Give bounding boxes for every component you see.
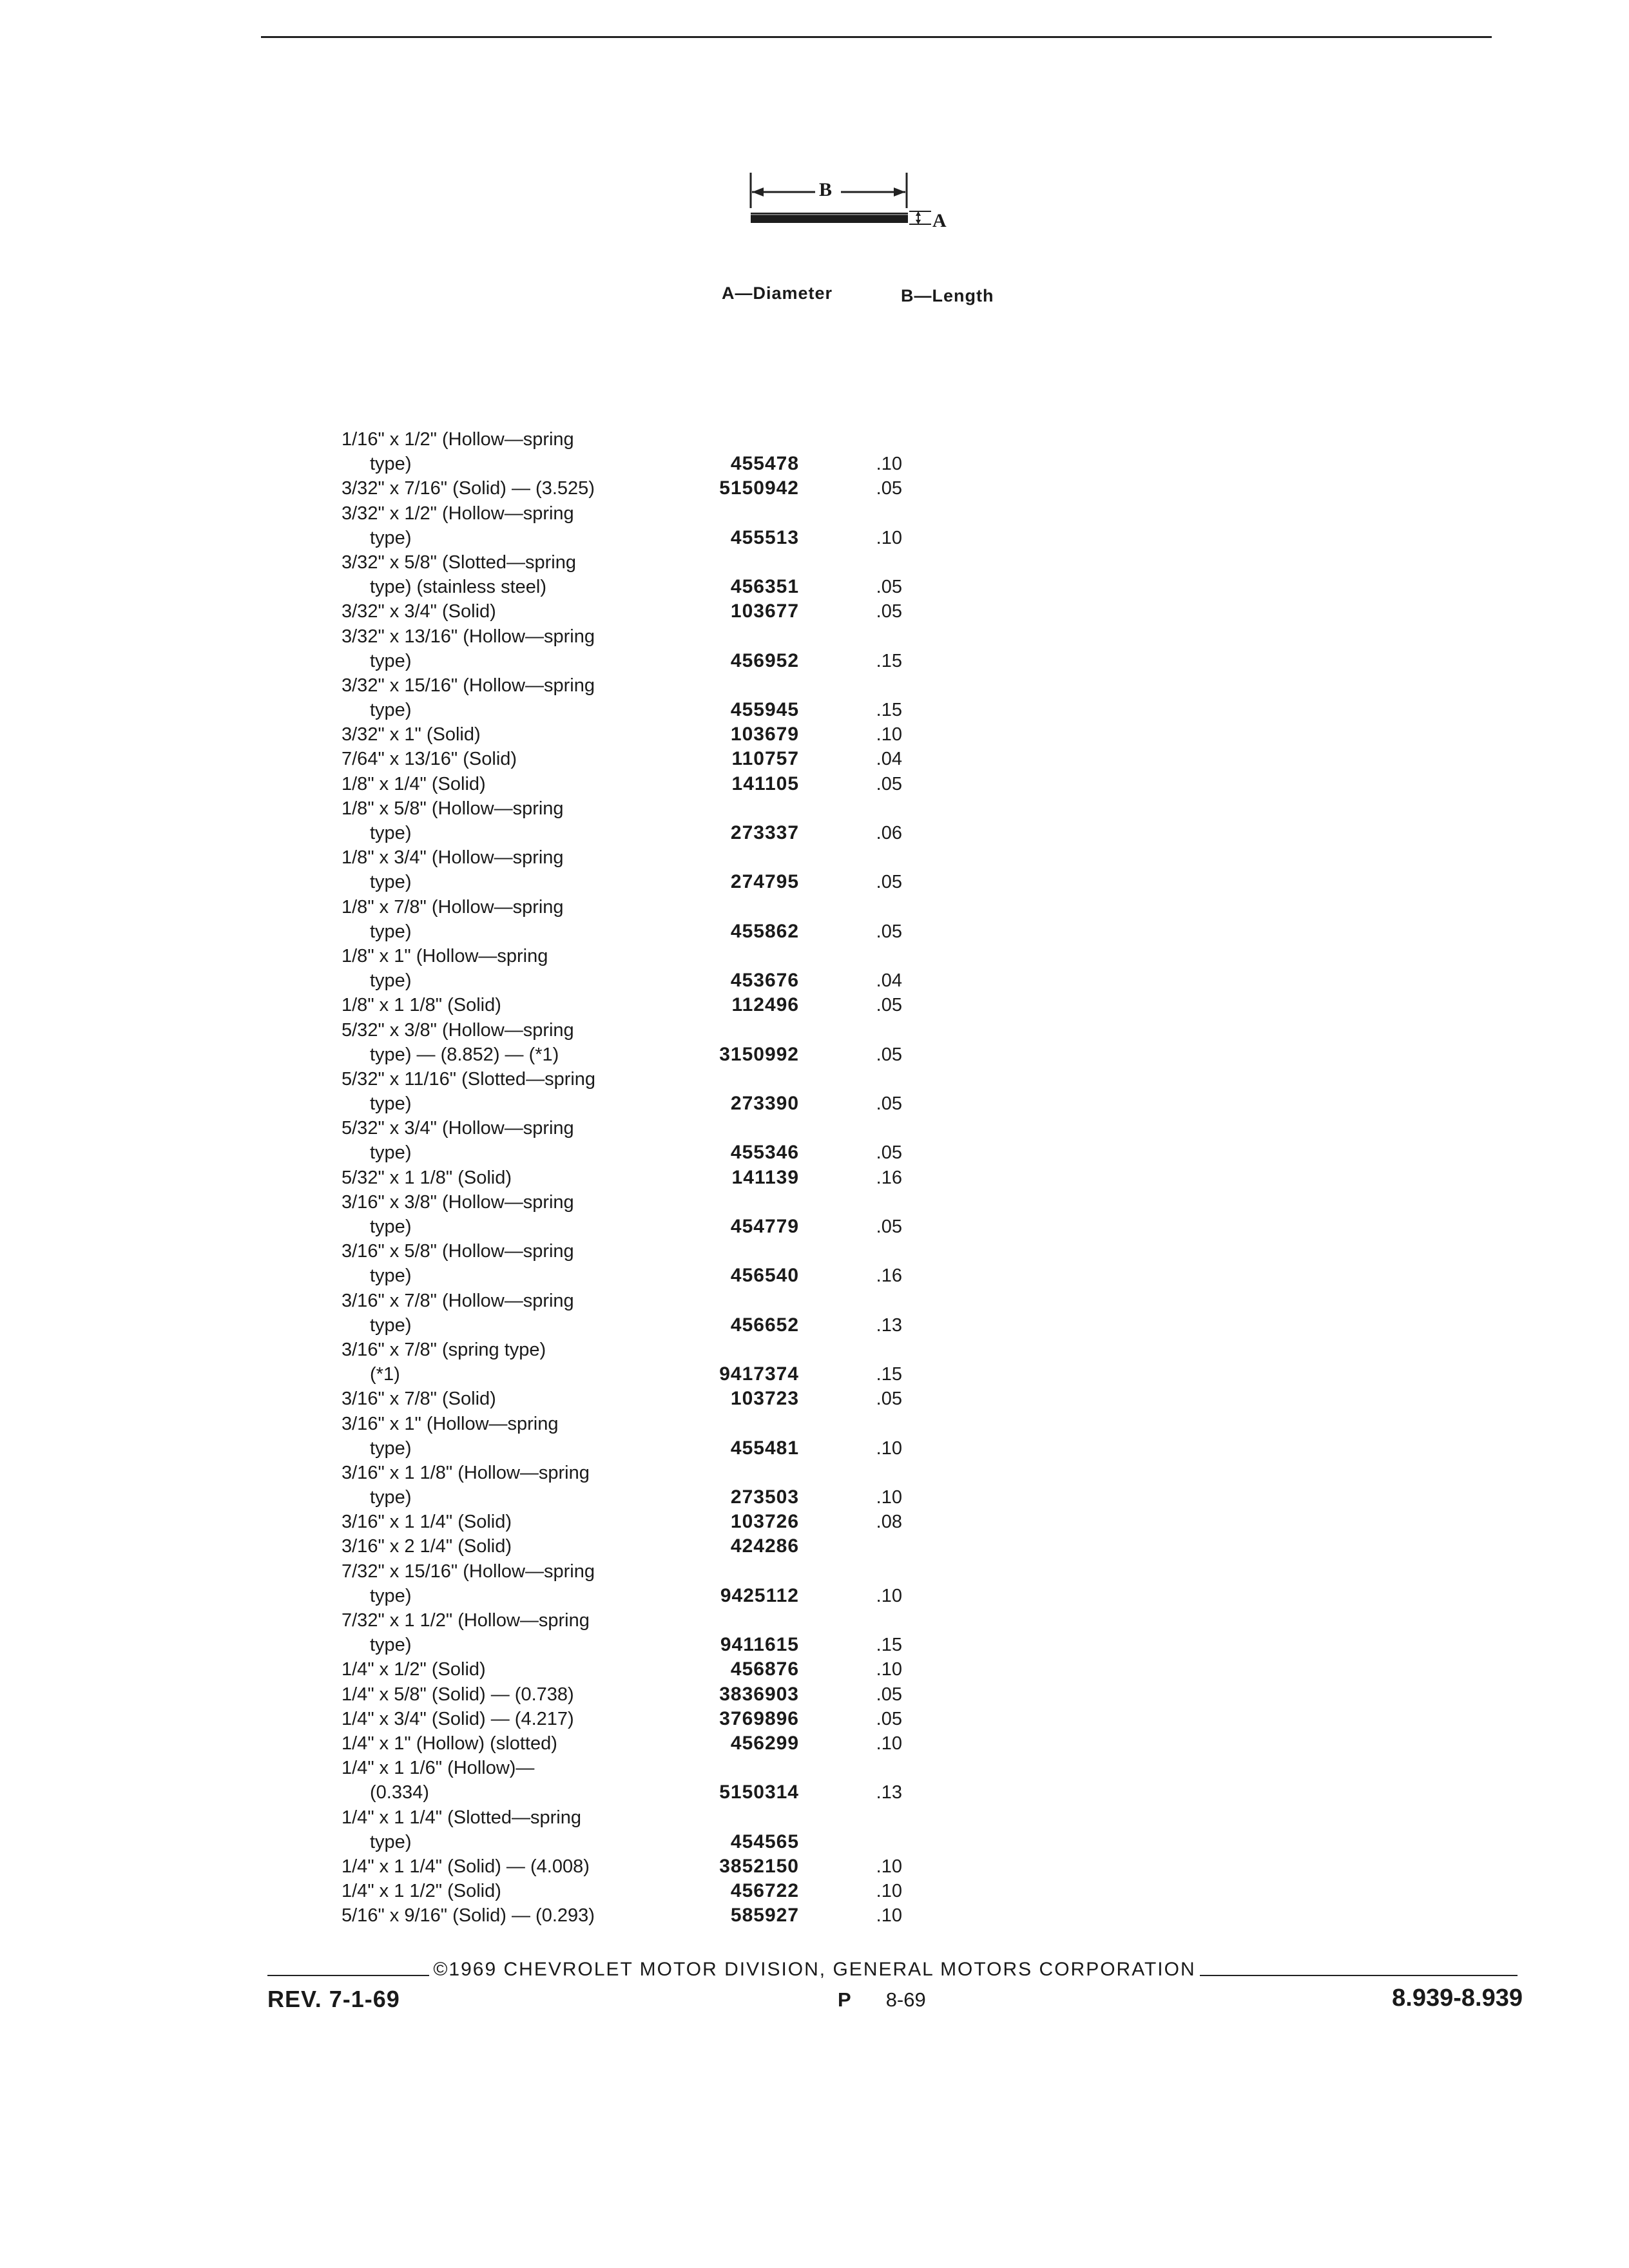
part-quantity: .05 — [876, 1684, 902, 1705]
part-quantity: .08 — [876, 1512, 902, 1533]
copyright-text: ©1969 CHEVROLET MOTOR DIVISION, GENERAL MOTORS CORPORATION — [429, 1959, 1199, 1980]
part-description: 3/16" x 7/8" (Hollow—spring — [342, 1290, 574, 1311]
pin-diagram — [744, 173, 957, 237]
part-row — [335, 1116, 915, 1140]
part-number: 9425112 — [720, 1584, 799, 1606]
part-quantity: .05 — [876, 601, 902, 622]
part-row — [335, 1018, 915, 1043]
part-row — [335, 747, 915, 771]
part-description: type) — [370, 1093, 412, 1115]
part-quantity: .05 — [876, 995, 902, 1016]
part-description: 5/32" x 1 1/8" (Solid) — [342, 1167, 512, 1188]
page-reference — [838, 1988, 926, 2012]
part-row — [335, 772, 915, 796]
part-row — [335, 550, 915, 575]
part-description: 3/16" x 1 1/4" (Solid) — [342, 1512, 512, 1533]
part-number: 456952 — [730, 649, 799, 671]
part-quantity: .13 — [876, 1782, 902, 1803]
part-quantity: .10 — [876, 1437, 902, 1459]
part-row — [335, 1264, 915, 1288]
part-row — [335, 1682, 915, 1707]
part-row — [335, 1166, 915, 1190]
part-description: 1/8" x 7/8" (Hollow—spring — [342, 896, 564, 918]
part-row — [335, 1485, 915, 1510]
part-description: type) — [370, 1437, 412, 1459]
part-description: type) — [370, 454, 412, 475]
part-row — [335, 1215, 915, 1239]
part-quantity: .10 — [876, 1659, 902, 1680]
part-quantity: .05 — [876, 1093, 902, 1115]
part-row — [335, 1067, 915, 1091]
part-row — [335, 1510, 915, 1534]
part-description: type) — [370, 1142, 412, 1164]
part-row — [335, 1534, 915, 1559]
part-description: 1/16" x 1/2" (Hollow—spring — [342, 429, 574, 450]
part-number: 103726 — [730, 1511, 799, 1533]
part-description: 1/8" x 1" (Hollow—spring — [342, 945, 548, 966]
part-quantity: .16 — [876, 1167, 902, 1188]
part-number: 112496 — [731, 994, 799, 1016]
part-description: 1/4" x 5/8" (Solid) — (0.738) — [342, 1684, 574, 1705]
part-description: 3/16" x 2 1/4" (Solid) — [342, 1536, 512, 1557]
part-number: 454565 — [730, 1831, 799, 1852]
part-row — [335, 1830, 915, 1854]
part-row — [335, 1707, 915, 1731]
part-quantity: .05 — [876, 478, 902, 499]
part-row — [335, 501, 915, 526]
part-description: type) — [370, 1831, 412, 1852]
part-number: 455513 — [730, 526, 799, 548]
part-description: 1/8" x 1/4" (Solid) — [342, 773, 486, 794]
page-letter: P — [838, 1988, 851, 2011]
part-row — [335, 452, 915, 476]
part-description: type) — [370, 970, 412, 992]
part-description: type) — [370, 872, 412, 893]
top-rule — [261, 36, 1492, 38]
part-quantity: .16 — [876, 1265, 902, 1287]
part-quantity: .10 — [876, 724, 902, 745]
part-row — [335, 993, 915, 1017]
part-description: 7/32" x 15/16" (Hollow—spring — [342, 1561, 595, 1582]
part-number: 141105 — [731, 773, 799, 794]
part-row — [335, 1338, 915, 1362]
part-number: 3769896 — [719, 1707, 799, 1729]
part-number: 3852150 — [719, 1855, 799, 1877]
part-row — [335, 1412, 915, 1436]
part-quantity: .10 — [876, 1487, 902, 1508]
part-number: 273390 — [730, 1093, 799, 1115]
part-description: 1/4" x 3/4" (Solid) — (4.217) — [342, 1708, 574, 1729]
part-quantity: .15 — [876, 1364, 902, 1385]
part-row — [335, 1289, 915, 1313]
part-description: 1/8" x 3/4" (Hollow—spring — [342, 847, 564, 869]
part-row — [335, 1436, 915, 1461]
part-number: 5150314 — [719, 1782, 799, 1803]
part-description: 1/4" x 1 1/6" (Hollow)— — [342, 1758, 535, 1779]
part-description: 3/16" x 3/8" (Hollow—spring — [342, 1191, 574, 1213]
part-row — [335, 427, 915, 452]
part-row — [335, 944, 915, 968]
part-quantity: .15 — [876, 650, 902, 671]
part-quantity: .10 — [876, 1856, 902, 1877]
part-number: 3150992 — [719, 1043, 799, 1065]
part-quantity: .10 — [876, 1905, 902, 1927]
part-row — [335, 1633, 915, 1657]
part-number: 455481 — [730, 1437, 799, 1459]
part-description: type) — [370, 650, 412, 671]
part-description: 7/64" x 13/16" (Solid) — [342, 749, 517, 770]
part-row — [335, 845, 915, 870]
part-description: 3/32" x 13/16" (Hollow—spring — [342, 626, 595, 647]
part-description: 5/16" x 9/16" (Solid) — (0.293) — [342, 1905, 595, 1927]
part-row — [335, 1805, 915, 1830]
diagram-label-b: B — [819, 179, 833, 200]
part-number: 5150942 — [719, 477, 799, 499]
part-row — [335, 919, 915, 944]
copyright-line — [0, 1959, 1629, 1981]
part-description: type) — [370, 921, 412, 942]
part-description: 3/32" x 1/2" (Hollow—spring — [342, 503, 574, 524]
part-row — [335, 1559, 915, 1584]
part-description: 3/16" x 5/8" (Hollow—spring — [342, 1241, 574, 1262]
part-quantity: .10 — [876, 1585, 902, 1606]
part-number: 456876 — [730, 1658, 799, 1680]
part-number: 455478 — [730, 453, 799, 475]
part-description: 3/32" x 5/8" (Slotted—spring — [342, 552, 576, 573]
part-quantity: .04 — [876, 749, 902, 770]
part-quantity: .04 — [876, 970, 902, 992]
part-description: type) — [370, 527, 412, 548]
diagram-label-a: A — [932, 210, 947, 231]
part-number: 585927 — [730, 1905, 799, 1927]
part-quantity: .05 — [876, 1142, 902, 1164]
part-number: 3836903 — [719, 1683, 799, 1705]
part-row — [335, 526, 915, 550]
part-number: 103723 — [730, 1388, 799, 1410]
part-row — [335, 722, 915, 747]
part-quantity: .05 — [876, 1216, 902, 1237]
part-quantity: .13 — [876, 1314, 902, 1336]
part-number: 424286 — [730, 1535, 799, 1557]
part-row — [335, 599, 915, 624]
part-number: 9411615 — [720, 1634, 799, 1656]
part-quantity: .10 — [876, 454, 902, 475]
revision-date: REV. 7-1-69 — [267, 1986, 400, 2012]
part-quantity: .05 — [876, 577, 902, 598]
part-quantity: .10 — [876, 1733, 902, 1754]
part-quantity: .05 — [876, 773, 902, 794]
part-row — [335, 1239, 915, 1264]
section-code: 8.939-8.939 — [1392, 1984, 1523, 2012]
part-quantity: .05 — [876, 872, 902, 893]
part-number: 274795 — [730, 871, 799, 893]
part-quantity: .15 — [876, 700, 902, 721]
part-description: (0.334) — [370, 1782, 429, 1803]
part-quantity: .10 — [876, 1881, 902, 1902]
part-row — [335, 476, 915, 501]
part-row — [335, 968, 915, 993]
part-description: 3/32" x 1" (Solid) — [342, 724, 481, 745]
pin-diagram-drawing — [744, 173, 957, 237]
part-description: type) — [370, 1585, 412, 1606]
legend-diameter: A—Diameter — [722, 284, 833, 303]
part-description: 1/8" x 5/8" (Hollow—spring — [342, 798, 564, 819]
part-row — [335, 1190, 915, 1215]
part-description: type) — (8.852) — (*1) — [370, 1044, 559, 1065]
part-row — [335, 870, 915, 894]
part-row — [335, 1731, 915, 1756]
part-number: 453676 — [730, 970, 799, 992]
part-quantity: .06 — [876, 823, 902, 843]
part-quantity: .05 — [876, 1389, 902, 1410]
part-row — [335, 1043, 915, 1067]
part-quantity: .05 — [876, 921, 902, 942]
part-number: 103677 — [730, 601, 799, 622]
part-description: 1/4" x 1 1/4" (Slotted—spring — [342, 1807, 582, 1828]
part-quantity: .05 — [876, 1044, 902, 1065]
part-row — [335, 1879, 915, 1903]
part-description: type) — [370, 1265, 412, 1287]
part-description: type) — [370, 1487, 412, 1508]
part-number: 110757 — [731, 748, 799, 770]
part-description: type) — [370, 1216, 412, 1237]
part-row — [335, 821, 915, 845]
part-description: 1/4" x 1/2" (Solid) — [342, 1659, 486, 1680]
part-number: 456652 — [730, 1314, 799, 1336]
part-row — [335, 673, 915, 698]
part-description: 5/32" x 11/16" (Slotted—spring — [342, 1068, 596, 1090]
part-description: type) — [370, 1635, 412, 1656]
part-number: 455346 — [730, 1142, 799, 1164]
part-number: 273337 — [730, 822, 799, 843]
part-description: type) — [370, 1314, 412, 1336]
part-description: 1/4" x 1 1/2" (Solid) — [342, 1881, 501, 1902]
part-number: 103679 — [730, 724, 799, 745]
part-description: 3/32" x 15/16" (Hollow—spring — [342, 675, 595, 696]
part-row — [335, 1313, 915, 1338]
part-row — [335, 895, 915, 919]
part-description: 3/16" x 1" (Hollow—spring — [342, 1413, 559, 1434]
part-number: 456299 — [730, 1732, 799, 1754]
part-description: 7/32" x 1 1/2" (Hollow—spring — [342, 1610, 590, 1631]
part-row — [335, 1756, 915, 1780]
part-row — [335, 1854, 915, 1879]
part-number: 9417374 — [719, 1363, 799, 1385]
part-description: type) (stainless steel) — [370, 577, 546, 598]
part-row — [335, 698, 915, 722]
parts-list — [335, 427, 915, 1928]
part-description: 3/16" x 1 1/8" (Hollow—spring — [342, 1462, 590, 1483]
part-row — [335, 1780, 915, 1805]
part-number: 455945 — [730, 699, 799, 721]
part-row — [335, 1584, 915, 1608]
part-row — [335, 1461, 915, 1485]
part-row — [335, 796, 915, 821]
part-description: 1/4" x 1" (Hollow) (slotted) — [342, 1733, 557, 1754]
part-row — [335, 1091, 915, 1116]
legend-length: B—Length — [901, 286, 994, 305]
part-quantity: .05 — [876, 1708, 902, 1729]
part-row — [335, 624, 915, 649]
part-number: 456351 — [730, 576, 799, 598]
part-row — [335, 1608, 915, 1633]
part-description: 3/16" x 7/8" (Solid) — [342, 1389, 496, 1410]
part-description: 1/4" x 1 1/4" (Solid) — (4.008) — [342, 1856, 590, 1877]
part-description: (*1) — [370, 1364, 400, 1385]
part-description: type) — [370, 700, 412, 721]
part-description: 5/32" x 3/4" (Hollow—spring — [342, 1118, 574, 1139]
part-description: 1/8" x 1 1/8" (Solid) — [342, 995, 501, 1016]
part-row — [335, 1362, 915, 1387]
part-quantity: .15 — [876, 1635, 902, 1656]
part-row — [335, 1657, 915, 1682]
part-number: 454779 — [730, 1216, 799, 1237]
part-row — [335, 575, 915, 599]
part-number: 141139 — [731, 1166, 799, 1188]
part-description: type) — [370, 823, 412, 843]
part-quantity: .10 — [876, 527, 902, 548]
part-row — [335, 1140, 915, 1165]
part-row — [335, 649, 915, 673]
part-number: 273503 — [730, 1486, 799, 1508]
part-number: 456722 — [730, 1880, 799, 1902]
part-row — [335, 1387, 915, 1411]
part-number: 455862 — [730, 920, 799, 942]
part-description: 3/32" x 3/4" (Solid) — [342, 601, 496, 622]
page-number: 8-69 — [885, 1988, 926, 2011]
part-description: 3/32" x 7/16" (Solid) — (3.525) — [342, 478, 595, 499]
part-number: 456540 — [730, 1265, 799, 1287]
part-description: 3/16" x 7/8" (spring type) — [342, 1339, 546, 1360]
part-row — [335, 1903, 915, 1928]
part-description: 5/32" x 3/8" (Hollow—spring — [342, 1019, 574, 1041]
